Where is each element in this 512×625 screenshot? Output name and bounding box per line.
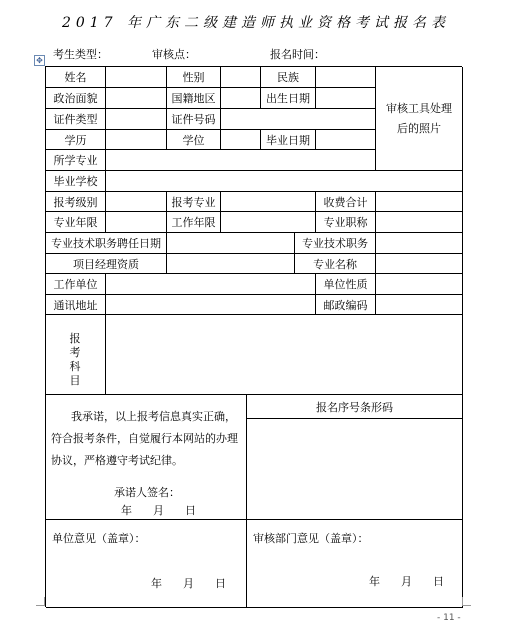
- pm-qual-field[interactable]: [167, 254, 295, 274]
- postcode-field[interactable]: [376, 295, 463, 315]
- pm-qual-label: 项目经理资质: [46, 254, 167, 274]
- origin-label: 国籍地区: [167, 88, 221, 109]
- major-label: 所学专业: [46, 150, 106, 171]
- unit-opinion-date: 年 月 日: [151, 577, 226, 590]
- major-years-field[interactable]: [106, 212, 167, 233]
- registration-table: [45, 66, 462, 607]
- school-label: 毕业学校: [46, 171, 106, 192]
- promise-date: 年 月 日: [121, 504, 196, 517]
- review-point-label: 审核点：: [152, 48, 196, 61]
- major-name-label: 专业名称: [295, 254, 376, 274]
- title-rank-field[interactable]: [376, 212, 463, 233]
- fee-field[interactable]: [376, 192, 463, 212]
- major-field[interactable]: [106, 150, 376, 171]
- form-title: 2017 年广东二级建造师执业资格考试报名表: [61, 15, 451, 31]
- id-no-field[interactable]: [221, 109, 376, 130]
- unit-nature-label: 单位性质: [316, 274, 376, 295]
- appoint-date-field[interactable]: [167, 233, 295, 254]
- signer-label: 承诺人签名：: [114, 486, 180, 499]
- address-field[interactable]: [106, 295, 316, 315]
- gender-label: 性别: [167, 67, 221, 88]
- id-type-field[interactable]: [106, 109, 167, 130]
- address-label: 通讯地址: [46, 295, 106, 315]
- level-field[interactable]: [106, 192, 167, 212]
- id-type-label: 证件类型: [46, 109, 106, 130]
- degree-label: 学位: [167, 130, 221, 150]
- promise-text: 我承诺，以上报考信息真实正确，符合报考条件，自觉履行本网站的办理协议，严格遵守考试纪律。: [51, 410, 238, 467]
- degree-field[interactable]: [221, 130, 261, 150]
- title-rank-label: 专业职称: [316, 212, 376, 233]
- tech-post-field[interactable]: [376, 233, 463, 254]
- subjects-field[interactable]: [106, 315, 463, 395]
- postcode-label: 邮政编码: [316, 295, 376, 315]
- table-move-handle-icon[interactable]: ✥: [34, 55, 45, 66]
- employer-label: 工作单位: [46, 274, 106, 295]
- apply-major-label: 报考专业: [167, 192, 221, 212]
- exam-type-label: 考生类型：: [53, 48, 108, 61]
- politics-label: 政治面貌: [46, 88, 106, 109]
- ethnicity-field[interactable]: [316, 67, 376, 88]
- name-label: 姓名: [46, 67, 106, 88]
- tech-post-label: 专业技术职务: [295, 233, 376, 254]
- work-years-field[interactable]: [221, 212, 316, 233]
- id-no-label: 证件号码: [167, 109, 221, 130]
- major-years-label: 专业年限: [46, 212, 106, 233]
- name-field[interactable]: [106, 67, 167, 88]
- ethnicity-label: 民族: [261, 67, 316, 88]
- school-field[interactable]: [106, 171, 463, 192]
- barcode-area: [247, 419, 463, 520]
- crop-mark: [36, 597, 45, 606]
- work-years-label: 工作年限: [167, 212, 221, 233]
- birth-label: 出生日期: [261, 88, 316, 109]
- unit-opinion-label: 单位意见（盖章）：: [46, 520, 247, 608]
- education-field[interactable]: [106, 130, 167, 150]
- education-label: 学历: [46, 130, 106, 150]
- photo-box: 审核工具处理后的照片: [376, 67, 463, 171]
- level-label: 报考级别: [46, 192, 106, 212]
- birth-field[interactable]: [316, 88, 376, 109]
- gender-field[interactable]: [221, 67, 261, 88]
- page-number: - 11 -: [437, 613, 461, 623]
- origin-field[interactable]: [221, 88, 261, 109]
- grad-date-label: 毕业日期: [261, 130, 316, 150]
- review-opinion-label: 审核部门意见（盖章）：: [247, 520, 463, 608]
- crop-mark: [462, 597, 471, 606]
- grad-date-field[interactable]: [316, 130, 376, 150]
- fee-label: 收费合计: [316, 192, 376, 212]
- barcode-label: 报名序号条形码: [247, 395, 463, 419]
- appoint-date-label: 专业技术职务聘任日期: [46, 233, 167, 254]
- unit-nature-field[interactable]: [376, 274, 463, 295]
- review-opinion-date: 年 月 日: [369, 575, 444, 588]
- major-name-field[interactable]: [376, 254, 463, 274]
- subjects-label: 报 考 科 目: [69, 332, 81, 387]
- registration-time-label: 报名时间：: [270, 48, 325, 61]
- apply-major-field[interactable]: [221, 192, 316, 212]
- politics-field[interactable]: [106, 88, 167, 109]
- employer-field[interactable]: [106, 274, 316, 295]
